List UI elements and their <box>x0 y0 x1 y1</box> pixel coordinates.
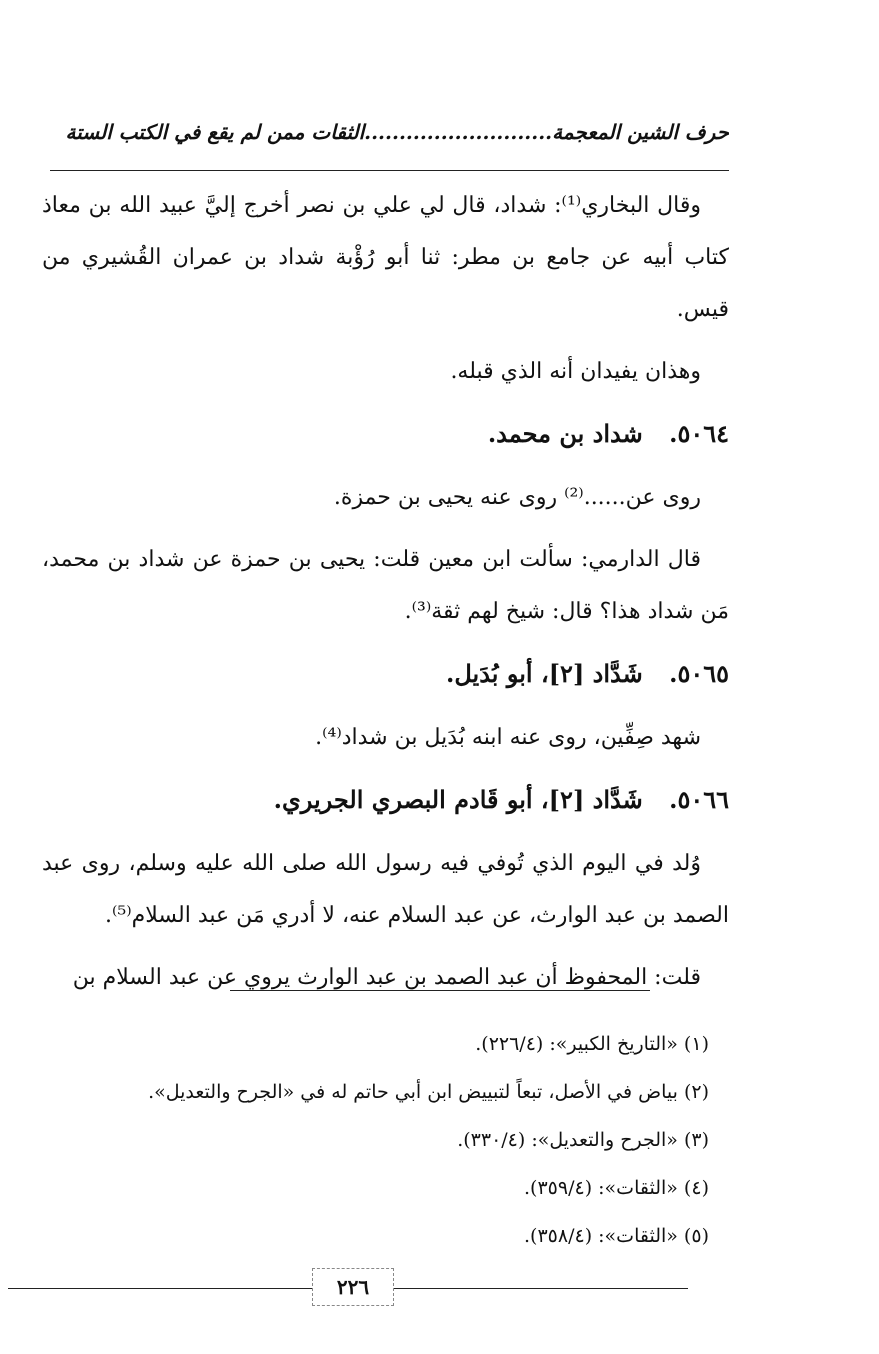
footnote-3: (٣) «الجرح والتعديل»: (٣٣٠/٤). <box>457 1129 709 1151</box>
entry-heading-5064 <box>42 408 729 460</box>
entry-number: ٥٠٦٦. <box>669 785 729 814</box>
paragraph-siffin: شهد صِفِّين، روى عنه ابنه بُدَيل بن شداد⁽⁴⁾. <box>315 725 701 750</box>
paragraph-narration: روى عن......⁽²⁾ روى عنه يحيى بن حمزة. <box>333 485 701 510</box>
main-text <box>42 180 729 1014</box>
running-header: حرف الشين المعجمة...........................الثقات ممن لم يقع في الكتب الستة <box>65 120 729 144</box>
entry-number: ٥٠٦٤. <box>669 419 729 448</box>
entry-number: ٥٠٦٥. <box>669 659 729 688</box>
entry-heading-5066 <box>42 774 729 826</box>
paragraph-birth: وُلد في اليوم الذي تُوفي فيه رسول الله صلى الله عليه وسلم، روى عبد الصمد بن عبد الوارث، عن عبد السلام عنه، لا أدري مَن عبد السلام⁽⁵⁾. <box>42 851 729 928</box>
paragraph-darimi: قال الدارمي: سألت ابن معين قلت: يحيى بن حمزة عن شداد بن محمد، مَن شداد هذا؟ قال: شيخ لهم ثقة⁽³⁾. <box>42 547 729 624</box>
paragraph-comment: قلت: المحفوظ أن عبد الصمد بن عبد الوارث يروي عن عبد السلام بن <box>72 965 701 990</box>
footnote-separator <box>230 990 650 991</box>
footnotes <box>60 1020 709 1260</box>
footnote-4: (٤) «الثقات»: (٣٥٩/٤). <box>524 1177 709 1199</box>
footnote-1: (١) «التاريخ الكبير»: (٢٢٦/٤). <box>475 1033 709 1055</box>
entry-name: شَدَّاد [٢]، أبو بُدَيل. <box>446 659 643 688</box>
entry-heading-5065 <box>42 648 729 700</box>
entry-name: شداد بن محمد. <box>487 419 643 448</box>
footnote-2: (٢) بياض في الأصل، تبعاً لتبييض ابن أبي حاتم له في «الجرح والتعديل». <box>148 1081 709 1103</box>
header-rule <box>50 170 729 171</box>
paragraph-bukhari: وقال البخاري⁽¹⁾: شداد، قال لي علي بن نصر أخرج إليَّ عبيد الله بن معاذ كتاب أبيه عن جامع بن مطر: ثنا أبو رُؤْبة شداد بن عمران القُشيري من قيس. <box>42 193 729 322</box>
page-number: ٢٢٦ <box>312 1268 394 1306</box>
entry-name: شَدَّاد [٢]، أبو قَادم البصري الجريري. <box>273 785 643 814</box>
footnote-5: (٥) «الثقات»: (٣٥٨/٤). <box>524 1225 709 1247</box>
paragraph-conclusion: وهذان يفيدان أنه الذي قبله. <box>450 359 701 384</box>
